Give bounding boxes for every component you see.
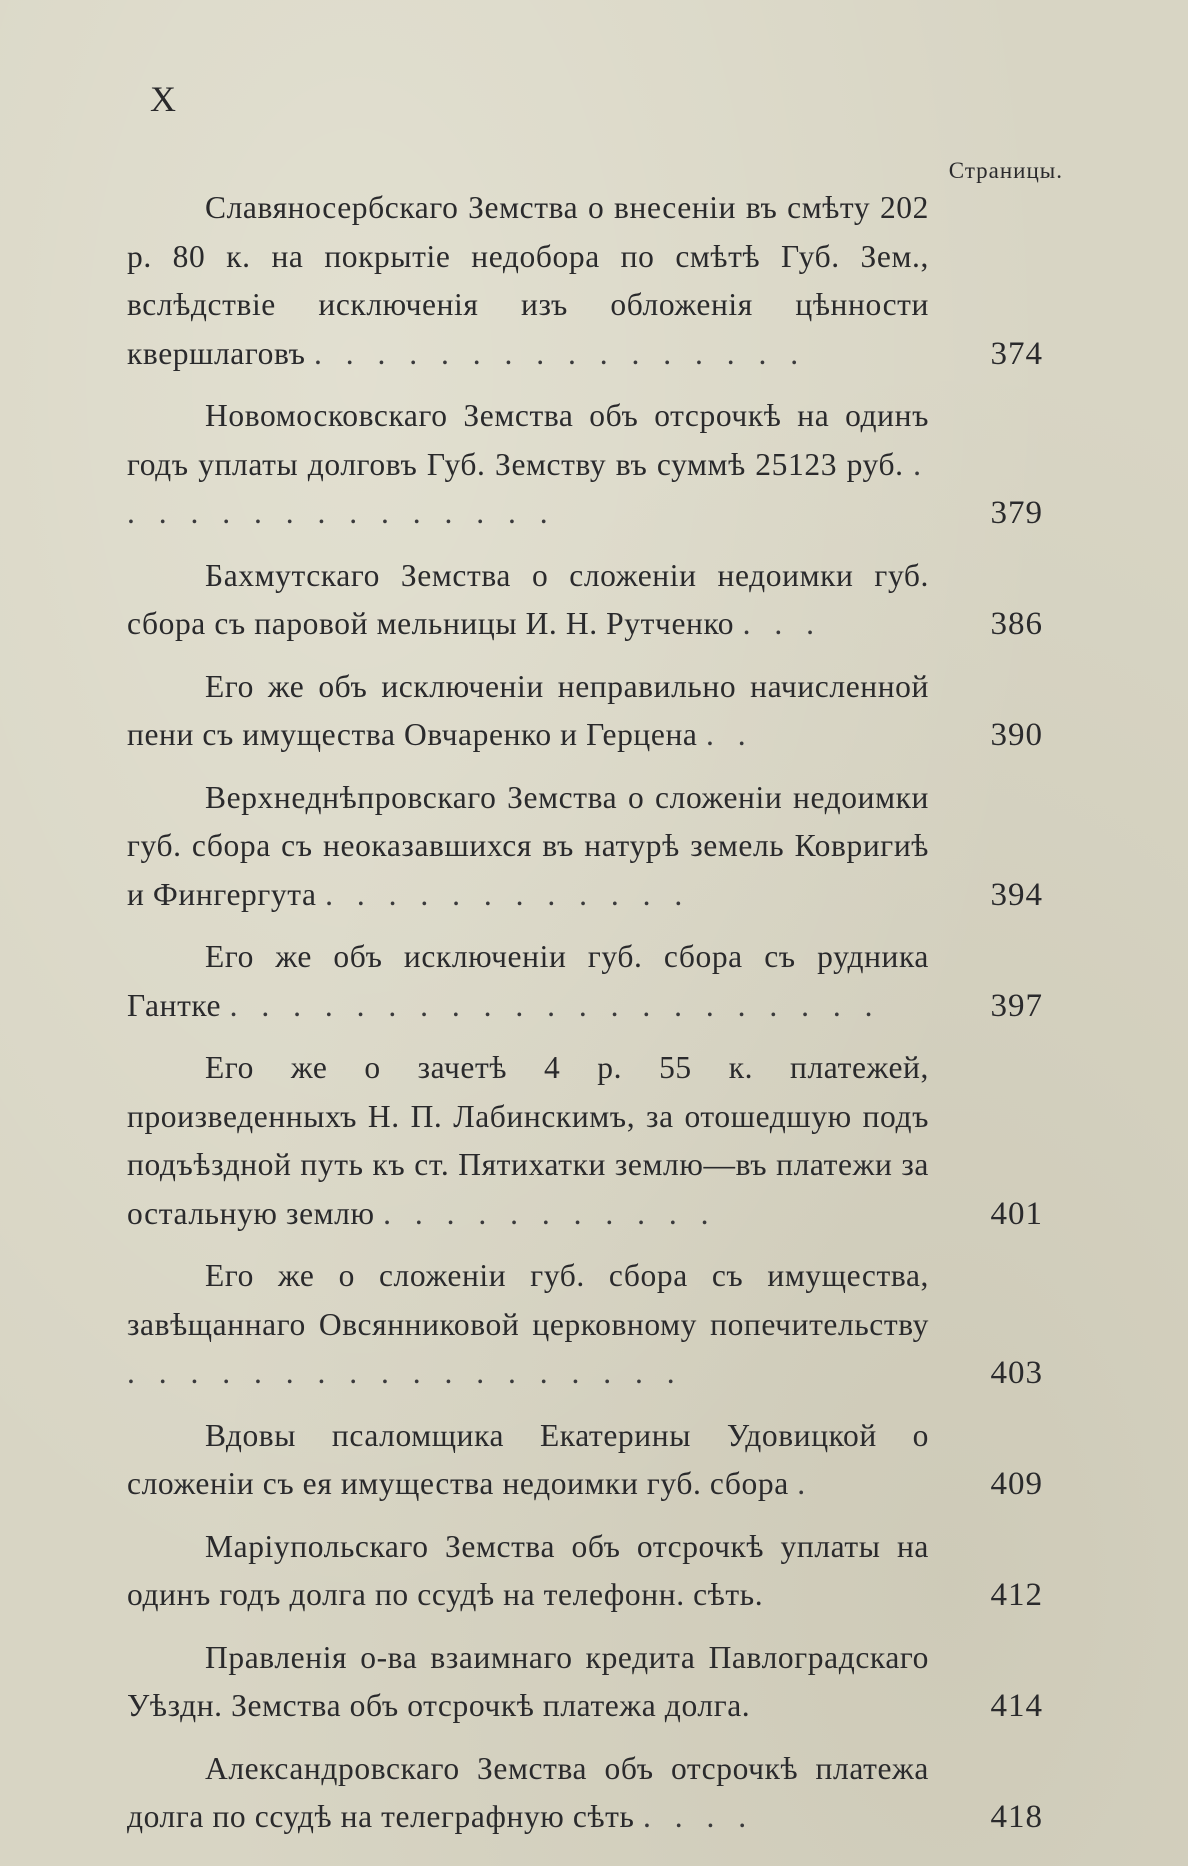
dot-leader: . . [706,717,754,752]
toc-entry-page: 397 [990,987,1043,1024]
toc-entry-text: Его же объ исключенiи неправильно начисленной пени съ имущества Овчаренко и Герцена . . [127,668,929,752]
dot-leader: . . . . . . . . . . . . . . . . . . . . . [229,987,881,1023]
toc-entry [127,1745,1045,1842]
toc-entry-page: 401 [990,1195,1043,1232]
toc-entry [127,933,1045,1030]
toc-entry-text: Его же объ исключенiи губ. сбора съ рудника Гантке . . . . . . . . . . . . . . . . . . . . . [127,939,929,1023]
toc-entry [127,392,1045,538]
dot-leader: . [797,1466,814,1501]
toc-entry-page: 379 [990,495,1043,531]
dot-leader: . . . . . . . . . . . . . . . [127,446,929,530]
dot-leader: . . . . . . . . . . . [383,1195,717,1231]
toc-entry-page: 418 [990,1799,1043,1835]
toc-entry-text: Верхнеднѣпровскаго Земства о сложенiи недоимки губ. сбора съ неоказавшихся въ натурѣ земель Ковригиѣ и Фингергута . . . . . . . . . . . . [127,779,929,912]
page-number: X [150,79,177,119]
toc-entry-text: Его же о зачетѣ 4 р. 55 к. платежей, произведенныхъ Н. П. Лабинскимъ, за отошедшую подъ подъѣздной путь къ ст. Пятихатки землю—въ платежи за остальную землю . . . . . . . . . . . [127,1050,929,1231]
toc-entry-text: Вдовы псаломщика Екатерины Удовицкой о сложенiи съ ея имущества недоимки губ. сбора . [127,1417,929,1501]
toc-entry-page: 409 [990,1466,1043,1502]
toc-entry-page: 403 [990,1355,1043,1391]
dot-leader: . . . . . . . . . . . . . . . . . . [127,1355,683,1390]
dot-leader: . . . . [643,1799,755,1834]
toc-entry [127,184,1045,378]
toc-entry-page: 394 [990,876,1043,913]
toc-entry-page: 414 [990,1688,1043,1724]
toc-entry-text: Славяносербскаго Земства о внесенiи въ смѣту 202 р. 80 к. на покрытiе недобора по смѣтѣ Губ. Зем., вслѣдствiе исключенiя изъ обложенiя цѣнности квершлаговъ . . . . . . . . . . . . . . . . [127,190,929,371]
toc-entry-text: Новомосковскаго Земства объ отсрочкѣ на одинъ годъ уплаты долговъ Губ. Земству въ суммѣ 25123 руб. . . . . . . . . . . . . . . . [127,398,929,530]
pages-column-header: Страницы. [948,158,1063,183]
toc-entry-text: Марiупольскаго Земства объ отсрочкѣ уплаты на одинъ годъ долга по ссудѣ на телефонн. сѣть. [127,1528,929,1612]
toc-entry-text: Александровскаго Земства объ отсрочкѣ платежа долга по ссудѣ на телеграфную сѣть . . . . [127,1750,929,1834]
toc-entry [127,1044,1045,1238]
dot-leader: . . . . . . . . . . . . . . . . [314,335,807,371]
toc-entry [127,552,1045,649]
dot-leader: . . . . . . . . . . . . [325,876,691,912]
toc-entry [127,774,1045,920]
toc-entry [127,1412,1045,1509]
toc-entry-text: Правленiя о-ва взаимнаго кредита Павлоградскаго Уѣздн. Земства объ отсрочкѣ платежа долга. [127,1639,929,1723]
toc-entry-text: Бахмутскаго Земства о сложенiи недоимки губ. сбора съ паровой мельницы И. Н. Рутченко . . . [127,557,929,641]
toc-entry-text: Его же о сложенiи губ. сбора съ имущества, завѣщаннаго Овсянниковой церковному попечительству . . . . . . . . . . . . . . . . . . [127,1258,929,1390]
toc-entry-page: 374 [990,335,1043,372]
toc-entry [127,663,1045,760]
toc-entry-page: 390 [990,717,1043,753]
toc-entry [127,1634,1045,1731]
toc-entry-page: 386 [990,606,1043,642]
dot-leader: . . . [742,606,823,641]
toc-entry [127,1252,1045,1398]
table-of-contents [127,184,1045,1856]
toc-entry-page: 412 [990,1577,1043,1613]
toc-entry [127,1523,1045,1620]
